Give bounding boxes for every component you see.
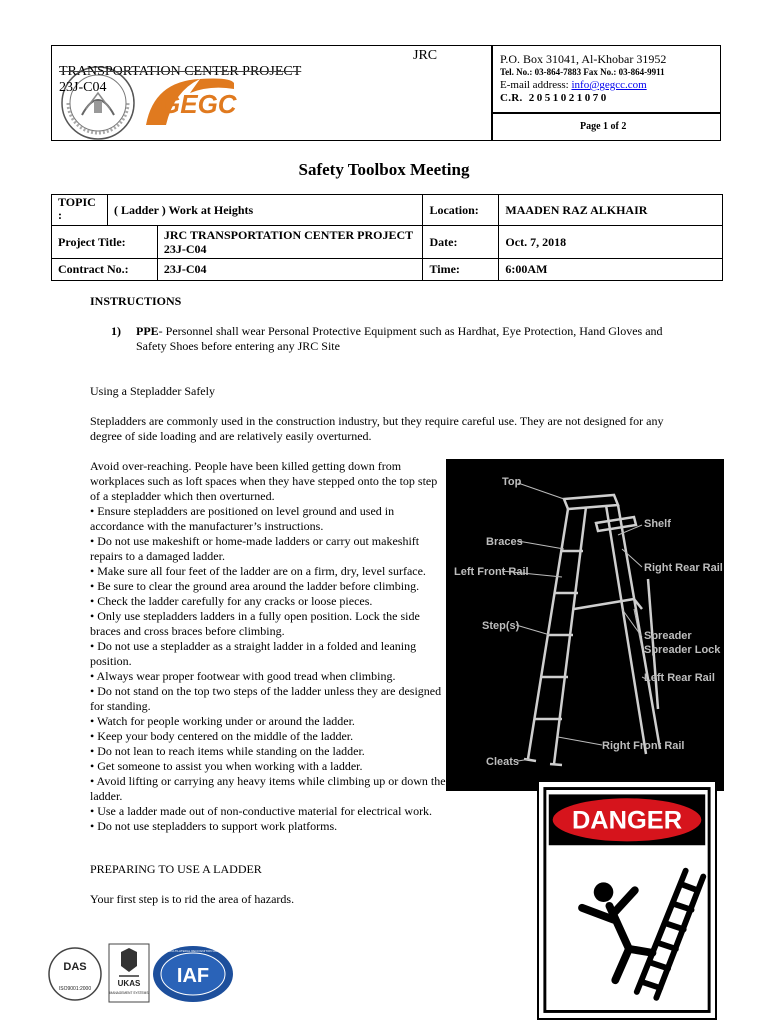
cr-number: 2051021070 xyxy=(528,92,609,104)
project-title-value-line1: JRC TRANSPORTATION CENTER PROJECT xyxy=(163,228,414,242)
list-item: • Do not use a stepladder as a straight ladder in a folded and leaning position. xyxy=(90,639,417,668)
ladder-label-spreader: Spreader xyxy=(644,630,692,642)
stepladder-intro: Stepladders are commonly used in the construction industry, but they require careful use. They are not designed for any degree of side loading and are relatively easily overturned. xyxy=(90,414,664,443)
das-cert: ISO9001:2000 xyxy=(58,986,92,992)
table-row xyxy=(52,259,723,281)
topic-label: TOPIC : xyxy=(52,195,108,226)
ladder-label-steps: Step(s) xyxy=(482,620,520,632)
ukas-text: UKAS xyxy=(117,979,141,988)
location-value: MAADEN RAZ ALKHAIR xyxy=(499,195,723,226)
email-line xyxy=(500,79,666,92)
preparing-heading: PREPARING TO USE A LADDER xyxy=(90,862,262,876)
ukas-sub: MANAGEMENT SYSTEMS xyxy=(109,991,149,995)
stepladder-heading: Using a Stepladder Safely xyxy=(90,384,215,398)
project-title-header: TRANSPORTATION CENTER PROJECT xyxy=(59,64,302,79)
list-item: • Make sure all four feet of the ladder are on a firm, dry, level surface. xyxy=(90,564,426,578)
po-box: P.O. Box 31041, Al-Khobar 31952 xyxy=(500,52,667,66)
page-number: Page 1 of 2 xyxy=(580,121,627,132)
ladder-label-left-front-rail: Left Front Rail xyxy=(454,566,529,578)
list-item: • Do not stand on the top two steps of the ladder unless they are designed for standing. xyxy=(90,684,442,713)
project-title-label: Project Title: xyxy=(52,226,158,259)
cr-line xyxy=(500,92,666,105)
ladder-label-top: Top xyxy=(502,476,522,488)
table-row xyxy=(52,226,723,259)
list-item: • Avoid lifting or carrying any heavy items while climbing up or down the ladder. xyxy=(90,774,446,803)
ladder-label-shelf: Shelf xyxy=(644,518,671,530)
stepladder-bullet-list xyxy=(90,459,450,834)
list-item: • Watch for people working under or around the ladder. xyxy=(90,714,355,728)
ladder-label-cleats: Cleats xyxy=(486,756,520,768)
time-label: Time: xyxy=(423,259,499,281)
list-item: • Always wear proper footwear with good tread when climbing. xyxy=(90,669,396,683)
meeting-info-table xyxy=(51,194,723,281)
jrc-label: JRC xyxy=(413,48,438,63)
table-row xyxy=(52,195,723,226)
project-code-header: 23J-C04 xyxy=(59,80,107,95)
ppe-label: PPE xyxy=(136,324,159,338)
location-label: Location: xyxy=(423,195,499,226)
document-title: Safety Toolbox Meeting xyxy=(298,160,470,179)
stepladder-diagram-image xyxy=(446,459,724,791)
preparing-text: Your first step is to rid the area of hazards. xyxy=(90,892,295,906)
list-item: • Only use stepladders ladders in a fully open position. Lock the side braces and cross braces before climbing. xyxy=(90,609,420,638)
iaf-ring-text: MEMBER OF MULTILATERAL RECOGNITION ARRANGEMENT xyxy=(149,949,237,953)
topic-value: ( Ladder ) Work at Heights xyxy=(107,195,422,226)
time-value: 6:00AM xyxy=(499,259,723,281)
contract-value: 23J-C04 xyxy=(157,259,423,281)
project-title-value-line2: 23J-C04 xyxy=(163,242,207,256)
certification-logos xyxy=(45,940,237,1004)
ladder-label-spreader-lock: Spreader Lock xyxy=(644,644,721,656)
date-value: Oct. 7, 2018 xyxy=(499,226,723,259)
danger-sign-text: DANGER xyxy=(571,806,683,835)
list-item: • Do not lean to reach items while standing on the ladder. xyxy=(90,744,365,758)
das-logo xyxy=(49,948,101,1000)
gegc-logo xyxy=(140,73,238,129)
das-text: DAS xyxy=(63,961,87,973)
ladder-label-left-rear-rail: Left Rear Rail xyxy=(644,672,715,684)
email-link[interactable]: info@gegcc.com xyxy=(571,79,647,91)
project-title-value xyxy=(157,226,423,259)
list-item: • Check the ladder carefully for any cracks or loose pieces. xyxy=(90,594,373,608)
email-label: E-mail address: xyxy=(500,79,569,91)
date-label: Date: xyxy=(423,226,499,259)
list-item: • Get someone to assist you when working with a ladder. xyxy=(90,759,363,773)
list-item: • Use a ladder made out of non-conductive material for electrical work. xyxy=(90,804,433,818)
contact-block xyxy=(500,53,666,105)
list-item: • Do not use stepladders to support work platforms. xyxy=(90,819,338,833)
page-number-divider xyxy=(491,112,721,114)
ladder-label-braces: Braces xyxy=(486,536,523,548)
ppe-number: 1) xyxy=(111,324,121,338)
ukas-logo xyxy=(109,944,149,1002)
ppe-text: - Personnel shall wear Personal Protective Equipment such as Hardhat, Eye Protection, Hand Gloves and Safety Shoes before entering any JRC Site xyxy=(136,324,663,353)
instructions-heading: INSTRUCTIONS xyxy=(90,294,182,308)
list-item: • Be sure to clear the ground area around the ladder before climbing. xyxy=(90,579,420,593)
list-item: • Do not use makeshift or home-made ladders or carry out makeshift repairs to a damaged ladder. xyxy=(90,534,420,563)
cr-label: C.R. xyxy=(500,92,523,104)
list-item: • Ensure stepladders are positioned on level ground and used in accordance with the manufacturer’s instructions. xyxy=(90,504,395,533)
ladder-label-right-front-rail: Right Front Rail xyxy=(602,740,685,752)
ppe-item xyxy=(136,324,696,354)
stepladder-lead: Avoid over-reaching. People have been killed getting down from workplaces such as loft spaces when they have stepped onto the top step of a stepladder which then overturned. xyxy=(90,459,438,503)
ladder-label-right-rear-rail: Right Rear Rail xyxy=(644,562,723,574)
danger-sign-image xyxy=(537,780,717,1020)
letterhead-divider xyxy=(491,45,493,141)
list-item: • Keep your body centered on the middle of the ladder. xyxy=(90,729,354,743)
iaf-text: IAF xyxy=(176,965,210,987)
tel-fax: Tel. No.: 03-864-7883 Fax No.: 03-864-9911 xyxy=(500,67,665,77)
contract-label: Contract No.: xyxy=(52,259,158,281)
gegc-logo-text: GEGC xyxy=(160,89,237,119)
